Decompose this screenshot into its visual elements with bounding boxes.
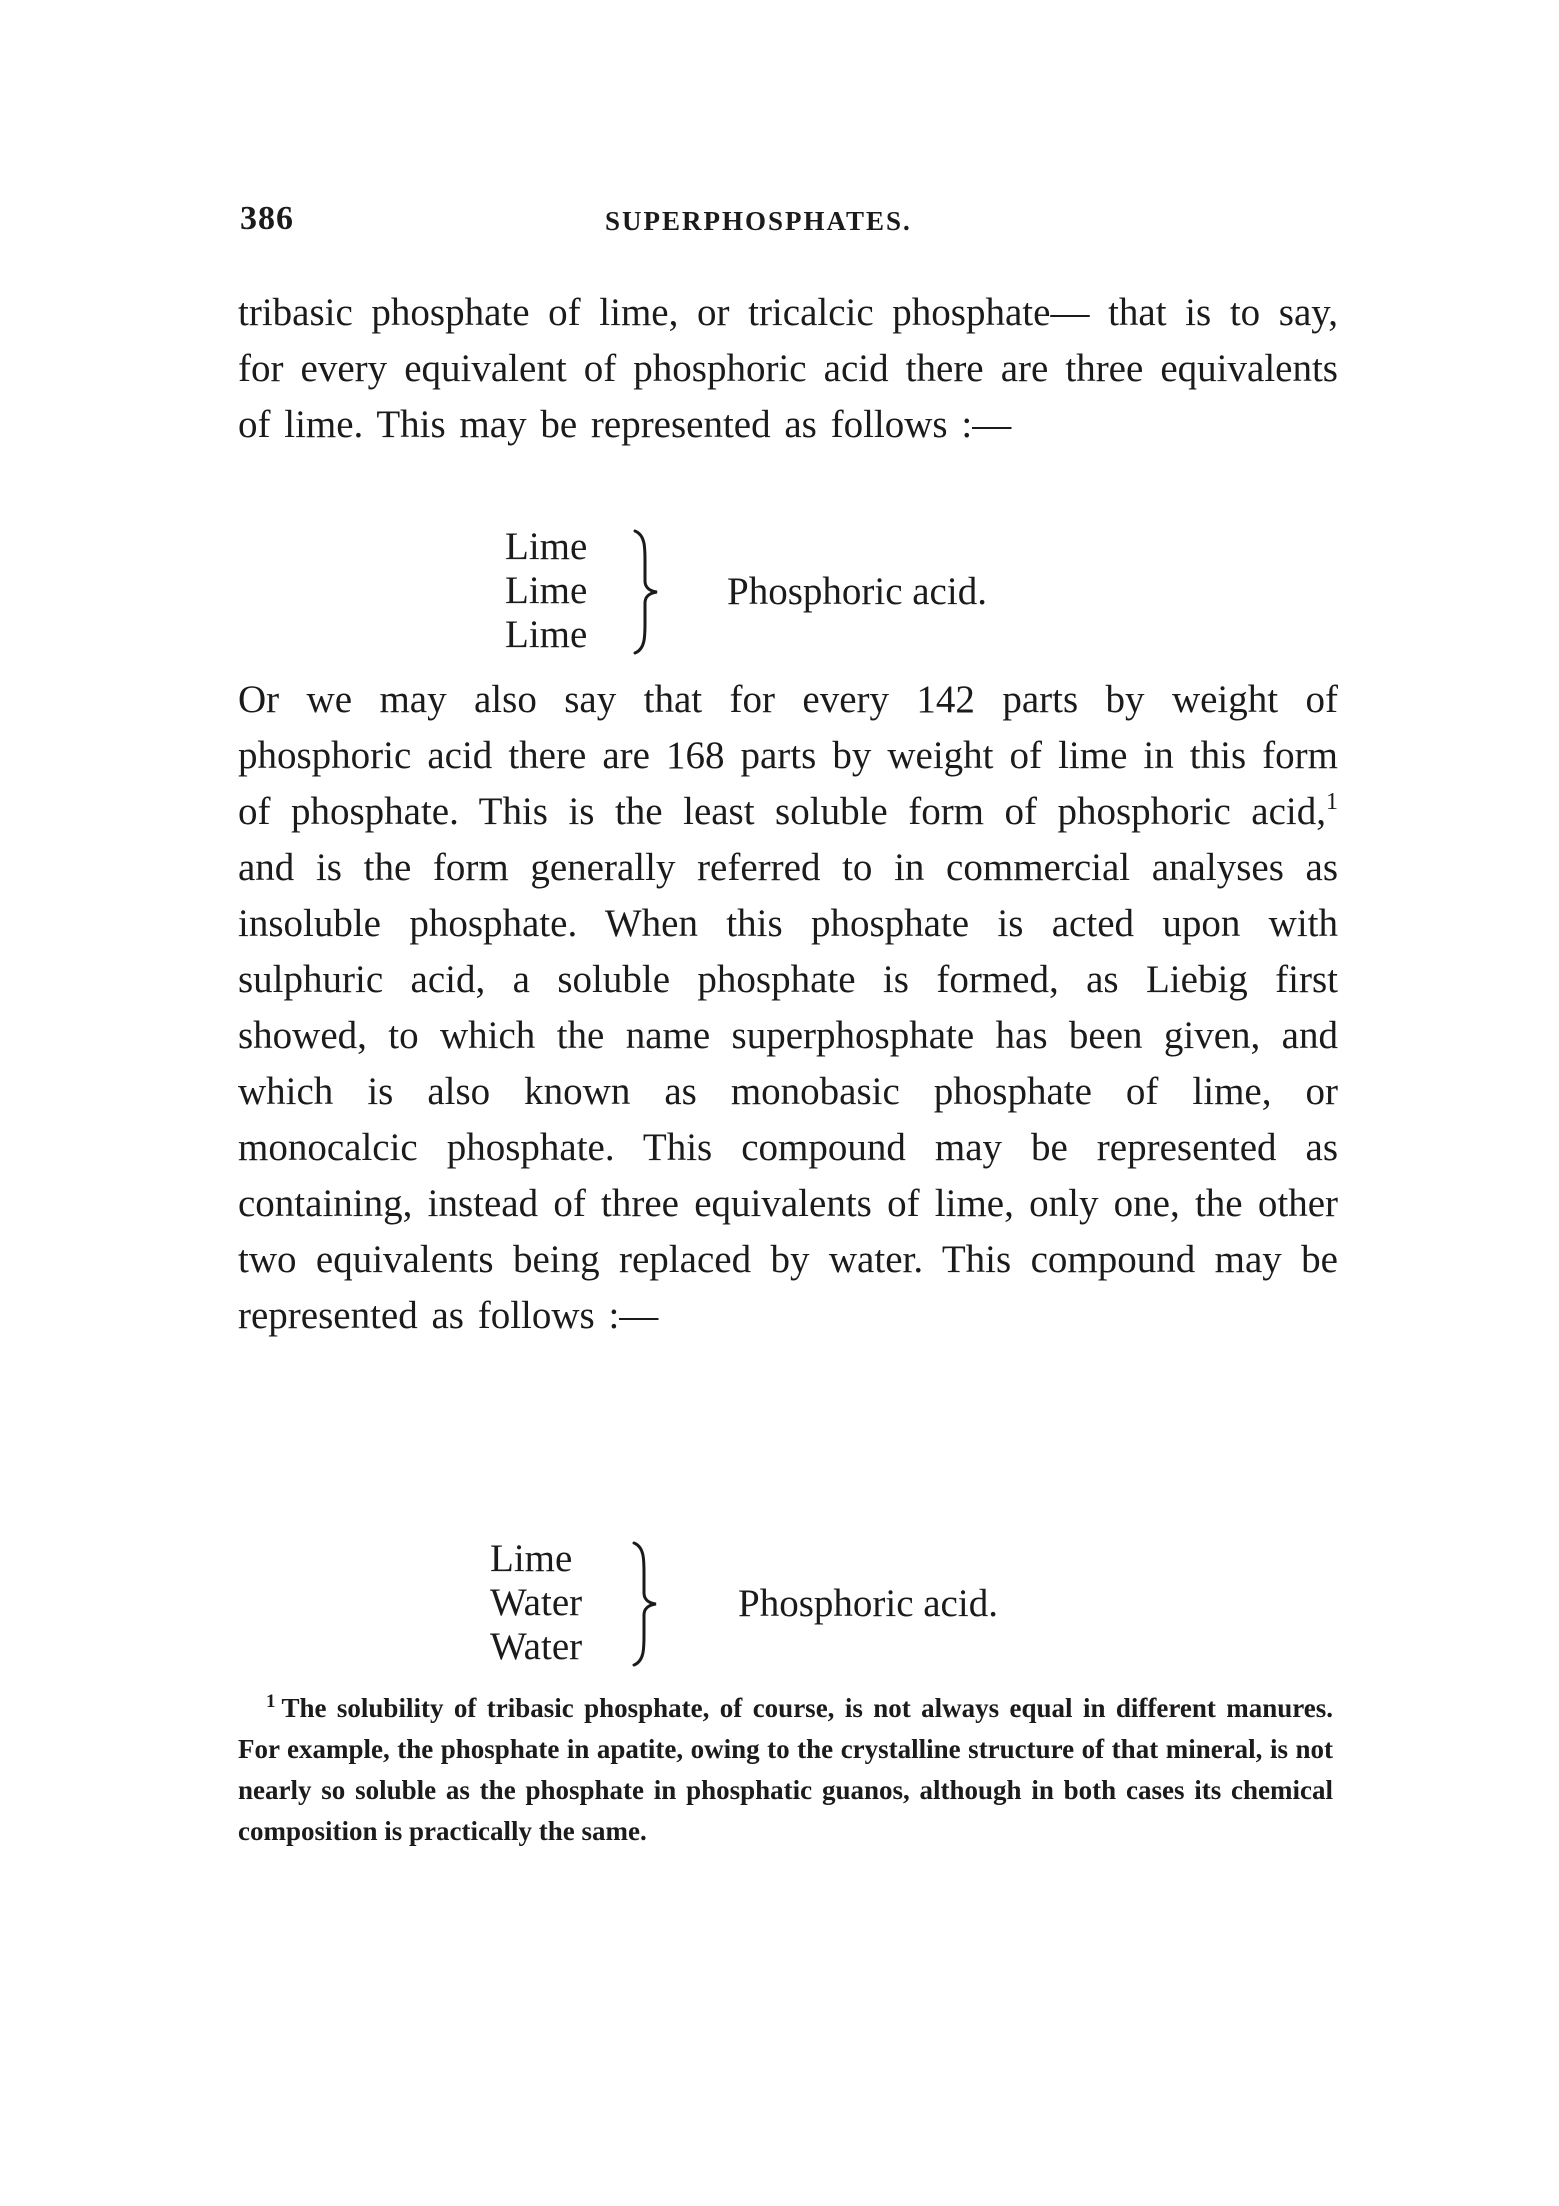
formula-term: Lime [505,613,588,656]
footnote [238,1688,1333,1852]
paragraph-1: tribasic phosphate of lime, or tricalcic phosphate— that is to say, for every equivalent of phosphoric acid there are three equivalents of lime. This may be represented as follows :— [238,291,1338,446]
formula-term: Water [490,1581,583,1624]
footnote-marker: 1 [266,1691,276,1712]
formula-terms [490,1537,582,1669]
page-number: 386 [240,200,294,237]
formula-result: Phosphoric acid. [727,570,987,613]
footnote-text: The solubility of tribasic phosphate, of course, is not always equal in different manures. For example, the phosphate in apatite, owing to the crystalline structure of that mineral, is not nearly so soluble as the phosphate in phosphatic guanos, although in both cases its chemical composition is practically the same. [238,1693,1333,1846]
formula-term: Lime [490,1537,573,1580]
right-brace-icon [631,527,661,657]
formula-result: Phosphoric acid. [738,1582,998,1625]
formula-term: Lime [505,569,588,612]
right-brace-icon [630,1539,660,1669]
paragraph-2-text: Or we may also say that for every 142 parts by weight of phosphoric acid there are 168 parts by weight of lime in this form of phosphate. This is the least soluble form of phosphoric acid, [238,678,1338,833]
paragraph-2 [238,672,1338,1344]
formula-term: Water [490,1625,583,1668]
page-header [240,200,1340,250]
paragraph-2-text-continued: and is the form generally referred to in commercial analyses as insoluble phosphate. When this phosphate is acted upon with sulphuric acid, a soluble phosphate is formed, as Liebig first showed, to which the name superphosphate has been given, and which is also known as monobasic phosphate of lime, or monocalcic phosphate. This compound may be represented as containing, instead of three equivalents of lime, only one, the other two equivalents being replaced by water. This compound may be represented as follows :— [238,846,1338,1337]
footnote-reference: 1 [1326,789,1338,815]
formula-terms [505,525,587,657]
formula-term: Lime [505,525,588,568]
running-title: SUPERPHOSPHATES. [605,206,912,236]
